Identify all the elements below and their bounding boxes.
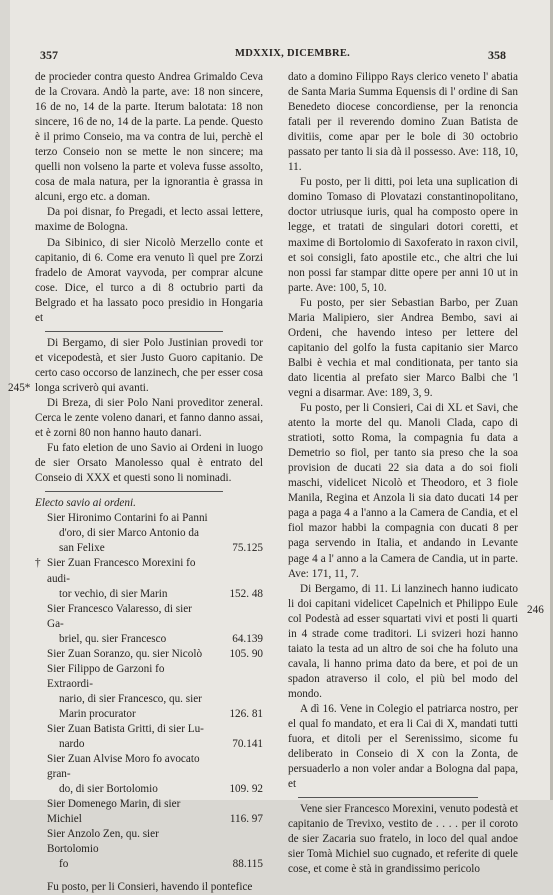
paragraph: Di Breza, di sier Polo Nani proveditor zeneral. Cerca le zente voleno danari, et fanno danno assai, et è zorni 80 non hanno hauto danari. bbox=[35, 396, 263, 440]
paragraph: Da poi disnar, fo Pregadi, et lecto assai lettere, maxime de Bologna. bbox=[35, 206, 263, 234]
candidate-name-continued: do, di sier Bortolomio bbox=[59, 783, 158, 796]
candidate-name: Sier Zuan Batista Gritti, di sier Lu- bbox=[47, 722, 204, 735]
candidate-row bbox=[35, 752, 263, 797]
paragraph: Fu fato eletion de uno Savio ai Ordeni in luogo de sier Orsato Manolesso qual è entrato del Conseio di XXX et questi sono li nominadi. bbox=[35, 442, 263, 485]
candidate-name-continued: tor vechio, di sier Marin bbox=[59, 587, 168, 600]
vote-count: 152. 48 bbox=[229, 587, 263, 600]
right-page-number: 358 bbox=[488, 48, 506, 62]
right-column bbox=[288, 70, 518, 877]
vote-count: 109. 92 bbox=[229, 783, 263, 796]
vote-count: 75.125 bbox=[232, 542, 263, 555]
paragraph: Da Sibinico, di sier Nicolò Merzello conte et capitanio, di 6. Come era venuto lì quel pre Zorzi fradelo de Amorat vayvoda, per comprar alcune cose. Dice, el turco a di 8 octubrio parti da Belgrado et ha lassato poco presidio in Hongaria et bbox=[35, 236, 263, 324]
left-margin-number: 245* bbox=[8, 382, 31, 394]
paragraph: Fu posto, per li Consieri, havendo il pontefice bbox=[47, 881, 253, 894]
candidate-name: Sier Zuan Francesco Morexini fo audi- bbox=[47, 557, 196, 585]
paragraph: Fu posto, per li ditti, poi leta una suplication di domino Tomaso di Plovatazi constantinopolitano, doctor utriusque iuris, qual ha composto opere in legge, et tratati de singulari dotori coretti, et maxime di Bortolomio di Saxoferato in raxon civil, et soi consigli, fato apostile etc., che altri che lui non possi far stampar ditte opere per anni 10 ut in parte. Ave: 100, 5, 10. bbox=[288, 176, 518, 294]
paragraph: de procieder contra questo Andrea Grimaldo Ceva de la Crovara. Andò la parte, ave: 18 non sincere, 16 de no, 14 de la parte. Iterum balotata: 18 non sincere, 16 de no, 14 de la parte. La pende. Questo è il primo Conseio, ma va contra de lui, perchè el terzo Conseio non se mette le non sincere; ma quelli non volseno la parte et voleva fusse assolto, cosa de mala natura, per la ignorantia è grassa in alcuni, ergo etc. a doman. bbox=[35, 71, 263, 204]
candidate-row bbox=[35, 556, 263, 601]
vote-count: 64.139 bbox=[232, 632, 263, 645]
candidate-name-continued: nardo bbox=[59, 738, 85, 751]
candidate-list bbox=[35, 511, 263, 872]
candidate-name: Sier Zuan Soranzo, qu. sier Nicolò bbox=[47, 647, 203, 660]
candidate-row bbox=[35, 647, 263, 662]
paragraph: Fu posto, per li Consieri, Cai di XL et Savi, che atento la morte del qu. Manoli Clada, capo di stratioti, sotto Roma, la compagnia fu data a Demetrio so fiol, per tanto sia preso che la soa provision de ducati 22 sia data a do soi fioli maschi, videlicet Nicolò et Theodoro, et 3 fiole Manila, Regina et Anzola li sia dato ducati 14 per paga a paga 4 a l'anno a la Camera de Candia, et el fiol mazor habbi la compagnia con ducati 8 per paga servendo in Italia, et andando in Levante page 4 a l' anno a la Camera de Candia, ut in parte. Ave: 171, 11, 7. bbox=[288, 402, 518, 580]
separator bbox=[298, 797, 478, 798]
candidate-name: Sier Zuan Alvise Moro fo avocato gran- bbox=[47, 753, 200, 781]
candidate-name: Sier Domenego Marin, di sier Michiel bbox=[47, 798, 181, 826]
candidate-row bbox=[35, 511, 263, 556]
elected-cross-mark: † bbox=[35, 557, 41, 570]
candidate-row bbox=[35, 827, 263, 872]
candidate-name: Sier Filippo de Garzoni fo Extraordi- bbox=[47, 662, 165, 690]
candidate-name-continued: briel, qu. sier Francesco bbox=[59, 632, 167, 645]
paragraph: dato a domino Filippo Rays clerico veneto l' abatia de Santa Maria Summa Equensis di l' ordine di San Benedeto diocese concordiense, per la renoncia fatali per il reverendo domino Zuan Batista de divitiis, come apar per le bole di 30 octobrio passato per tanto li sia dà il possesso. Ave: 118, 10, 11. bbox=[288, 71, 518, 174]
vote-count: 116. 97 bbox=[229, 813, 263, 826]
candidate-row bbox=[35, 662, 263, 722]
candidate-row bbox=[35, 602, 263, 647]
candidate-name: Sier Francesco Valaresso, di sier Ga- bbox=[47, 602, 192, 630]
running-head: MDXXIX, DICEMBRE. bbox=[235, 48, 351, 59]
section-heading: Electo savio ai ordeni. bbox=[35, 497, 136, 510]
left-column bbox=[35, 70, 263, 895]
paragraph: Fu posto, per sier Sebastian Barbo, per Zuan Maria Malipiero, sier Andrea Bembo, savi ai Ordeni, che havendo inteso per lettere del capitanio del golfo la fusta capitanio sier Marco Balbi è vechia et mal conditionata, per tanto sia dato licentia al prefato sier Marco Balbi che 'l vegni a disarmar. Ave: 189, 3, 9. bbox=[288, 296, 518, 399]
left-page-number: 357 bbox=[40, 48, 58, 62]
vote-count: 70.141 bbox=[232, 738, 263, 751]
candidate-name-continued: fo bbox=[59, 858, 69, 871]
separator bbox=[45, 491, 223, 492]
paragraph: Vene sier Francesco Morexini, venuto podestà et capitanio de Trevixo, vestito de . . . . per il coroto de sier Zacaria suo fratelo, in loco del qual andoe sier Tomà Michiel suo cugnado, et referite di quele cose, et come è stà in grandissimo pericolo bbox=[288, 803, 518, 876]
right-margin-number: 246 bbox=[527, 604, 544, 616]
candidate-name-continued: nario, di sier Francesco, qu. sier Marin procurator bbox=[59, 692, 202, 720]
paragraph: A dì 16. Vene in Colegio el patriarca nostro, per el qual fo mandato, et era li Cai di X, mandati tutti fuora, et ditoli per el Serenissimo, sicome fu deliberato in Conseio di X con la Zonta, de persuaderlo a non voler andar a Bologna dal papa, et bbox=[288, 702, 518, 791]
vote-count: 105. 90 bbox=[229, 647, 263, 660]
candidate-name-continued: d'oro, di sier Marco Antonio da san Felixe bbox=[59, 527, 199, 555]
vote-count: 88.115 bbox=[232, 858, 263, 871]
candidate-name: Sier Anzolo Zen, qu. sier Bortolomio bbox=[47, 828, 159, 856]
separator bbox=[45, 331, 223, 332]
book-page bbox=[8, 0, 553, 894]
candidate-row bbox=[35, 797, 263, 827]
candidate-name: Sier Hironimo Contarini fo ai Panni bbox=[47, 512, 208, 525]
paragraph: Di Bergamo, di sier Polo Justinian provedi tor et vicepodestà, et sier Justo Guoro capitanio. De certo caso occorso de lanzinech, che per esser cosa longa scriverò qui avanti. bbox=[35, 336, 263, 394]
paragraph: Di Bergamo, di 11. Li lanzinech hanno iudicato li doi capitani videlicet Capelnich et Philippo Eule col Podestà ad esser squartati vivi et posti li quarti in 4 strade come traditori. Li svizeri hozi hanno taiato la testa ad un altro de soi che ha foluto una cavala, li hanno prima dato da bere, et poi de un spadon atraverso il colo, el più bel modo del mondo. bbox=[288, 582, 518, 700]
vote-count: 126. 81 bbox=[229, 707, 263, 720]
candidate-row bbox=[35, 722, 263, 752]
